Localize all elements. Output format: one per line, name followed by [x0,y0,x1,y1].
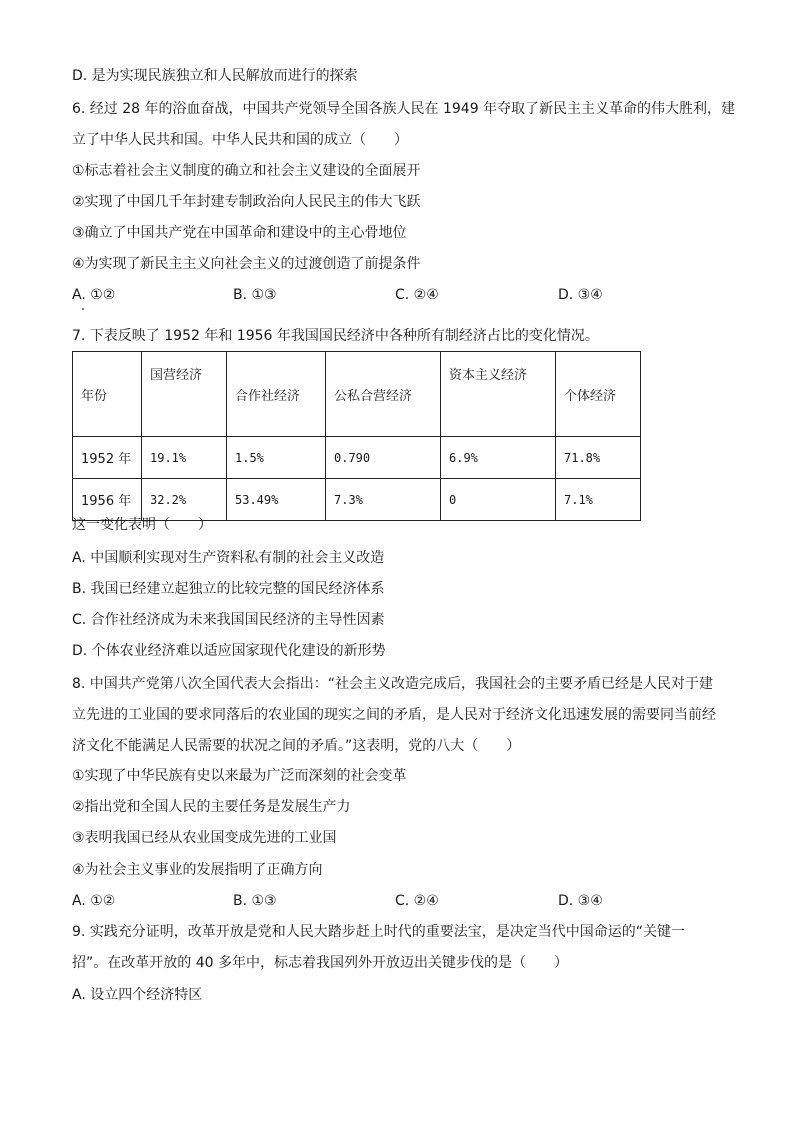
table-cell: 7.3% [326,479,441,521]
table-cell: 1.5% [227,437,326,479]
header-joint: 公私合营经济 [326,352,441,437]
header-capitalist: 资本主义经济 [441,352,556,437]
q6-option-d: D. ③④ [558,287,603,303]
q7-option-c: C. 合作社经济成为未来我国国民经济的主导性因素 [72,612,385,628]
q6-stem-line1: 6. 经过 28 年的浴血奋战，中国共产党领导全国各族人民在 1949 年夺取了新民主主义革命的伟大胜利，建 [72,101,736,117]
table-cell: 19.1% [142,437,227,479]
header-coop: 合作社经济 [227,352,326,437]
table-cell: 1956 年 [73,479,142,521]
q7-option-a: A. 中国顺利实现对生产资料私有制的社会主义改造 [72,550,385,566]
q7-followup: 这一变化表明（ ） [72,517,212,533]
economy-table [72,351,641,521]
q8-option-a: A. ①② [72,893,116,909]
table-cell: 71.8% [556,437,641,479]
q7-option-b: B. 我国已经建立起独立的比较完整的国民经济体系 [72,581,385,597]
q6-item-2: ②实现了中国几千年封建专制政治向人民民主的伟大飞跃 [72,194,421,210]
q7-option-d: D. 个体农业经济难以适应国家现代化建设的新形势 [72,643,386,659]
q6-item-1: ①标志着社会主义制度的确立和社会主义建设的全面展开 [72,163,421,179]
q8-stem-line1: 8. 中国共产党第八次全国代表大会指出：“社会主义改造完成后，我国社会的主要矛盾已经是人民对于建 [72,676,714,692]
q8-option-b: B. ①③ [233,893,277,909]
table-row [73,437,641,479]
q8-option-d: D. ③④ [558,893,603,909]
table-cell: 1952 年 [73,437,142,479]
header-year: 年份 [73,352,142,437]
table-cell: 32.2% [142,479,227,521]
q7-stem: 7. 下表反映了 1952 年和 1956 年我国国民经济中各种所有制经济占比的变化情况。 [72,328,599,344]
q8-stem-line2: 立先进的工业国的要求同落后的农业国的现实之间的矛盾，是人民对于经济文化迅速发展的需要同当前经 [72,707,716,723]
header-state: 国营经济 [142,352,227,437]
stray-dot [82,308,84,310]
q8-options [72,891,732,911]
q8-stem-line3: 济文化不能满足人民需要的状况之间的矛盾。”这表明，党的八大（ ） [72,738,521,754]
table-cell: 53.49% [227,479,326,521]
q6-option-c: C. ②④ [395,287,439,303]
header-individual: 个体经济 [556,352,641,437]
q6-options [72,285,732,305]
q6-option-a: A. ①② [72,287,116,303]
q6-item-4: ④为实现了新民主主义向社会主义的过渡创造了前提条件 [72,256,421,272]
q5-option-d: D. 是为实现民族独立和人民解放而进行的探索 [72,68,358,84]
q9-stem-line1: 9. 实践充分证明，改革开放是党和人民大踏步赶上时代的重要法宝，是决定当代中国命运的“关键一 [72,924,686,940]
table-cell: 0 [441,479,556,521]
q9-stem-line2: 招”。在改革开放的 40 多年中，标志着我国列外开放迈出关键步伐的是（ ） [72,955,568,971]
table-header-row [73,352,641,437]
q8-item-1: ①实现了中华民族有史以来最为广泛而深刻的社会变革 [72,768,407,784]
q8-item-2: ②指出党和全国人民的主要任务是发展生产力 [72,799,351,815]
table-cell: 0.790 [326,437,441,479]
table-cell: 7.1% [556,479,641,521]
q6-stem-line2: 立了中华人民共和国。中华人民共和国的成立（ ） [72,132,408,148]
q6-option-b: B. ①③ [233,287,277,303]
q8-item-3: ③表明我国已经从农业国变成先进的工业国 [72,830,337,846]
table-cell: 6.9% [441,437,556,479]
q6-item-3: ③确立了中国共产党在中国革命和建设中的主心骨地位 [72,225,407,241]
q8-option-c: C. ②④ [395,893,439,909]
q9-option-a: A. 设立四个经济特区 [72,987,203,1003]
q8-item-4: ④为社会主义事业的发展指明了正确方向 [72,862,323,878]
